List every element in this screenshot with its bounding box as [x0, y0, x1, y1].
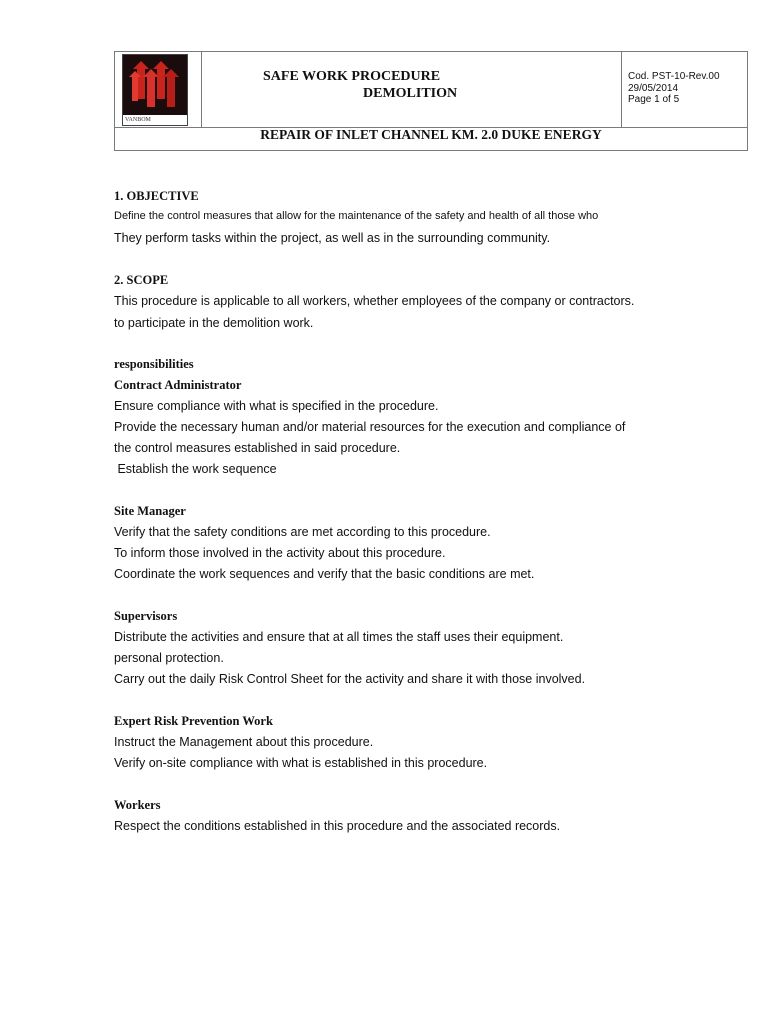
document-header-table	[114, 51, 748, 151]
procedure-subtitle: DEMOLITION	[363, 86, 458, 101]
company-logo	[122, 54, 188, 126]
title-cell	[201, 52, 622, 127]
site-manager-line-2: To inform those involved in the activity about this procedure.	[114, 546, 446, 560]
project-title: REPAIR OF INLET CHANNEL KM. 2.0 DUKE ENERGY	[260, 127, 602, 142]
supervisors-line-3: Carry out the daily Risk Control Sheet for the activity and share it with those involved.	[114, 672, 586, 686]
scope-line-1: This procedure is applicable to all workers, whether employees of the company or contractors.	[114, 294, 635, 308]
objective-line-1: Define the control measures that allow for the maintenance of the safety and health of all those who	[114, 210, 599, 222]
workers-line-1: Respect the conditions established in this procedure and the associated records.	[114, 819, 561, 833]
code-cell	[622, 52, 748, 127]
site-manager-line-3: Coordinate the work sequences and verify that the basic conditions are met.	[114, 567, 535, 581]
document-date: 29/05/2014	[628, 82, 679, 94]
objective-heading: 1. OBJECTIVE	[114, 189, 199, 203]
objective-line-2: They perform tasks within the project, as well as in the surrounding community.	[114, 231, 551, 245]
logo-caption: VANBOM	[123, 115, 187, 125]
site-manager-heading: Site Manager	[114, 504, 186, 518]
logo-cell	[115, 52, 202, 127]
supervisors-heading: Supervisors	[114, 609, 178, 623]
page-number: Page 1 of 5	[628, 94, 680, 105]
contract-admin-line-4: Establish the work sequence	[114, 462, 277, 476]
expert-heading: Expert Risk Prevention Work	[114, 714, 273, 728]
contract-admin-line-1: Ensure compliance with what is specified in the procedure.	[114, 399, 439, 413]
expert-line-2: Verify on-site compliance with what is established in this procedure.	[114, 756, 488, 770]
contract-admin-line-3: the control measures established in said procedure.	[114, 441, 401, 455]
document-code: Cod. PST-10-Rev.00	[628, 71, 720, 82]
site-manager-line-1: Verify that the safety conditions are met according to this procedure.	[114, 525, 491, 539]
scope-line-2: to participate in the demolition work.	[114, 316, 314, 330]
supervisors-line-2: personal protection.	[114, 651, 224, 665]
workers-heading: Workers	[114, 798, 161, 812]
supervisors-line-1: Distribute the activities and ensure that at all times the staff uses their equipment.	[114, 630, 564, 644]
scope-heading: 2. SCOPE	[114, 273, 169, 287]
contract-admin-heading: Contract Administrator	[114, 378, 242, 392]
logo-graphic-icon	[123, 55, 187, 115]
header-top-row	[115, 52, 747, 128]
procedure-title: SAFE WORK PROCEDURE	[263, 69, 441, 84]
responsibilities-heading: responsibilities	[114, 357, 194, 371]
expert-line-1: Instruct the Management about this procedure.	[114, 735, 374, 749]
contract-admin-line-2: Provide the necessary human and/or material resources for the execution and compliance of	[114, 420, 626, 434]
